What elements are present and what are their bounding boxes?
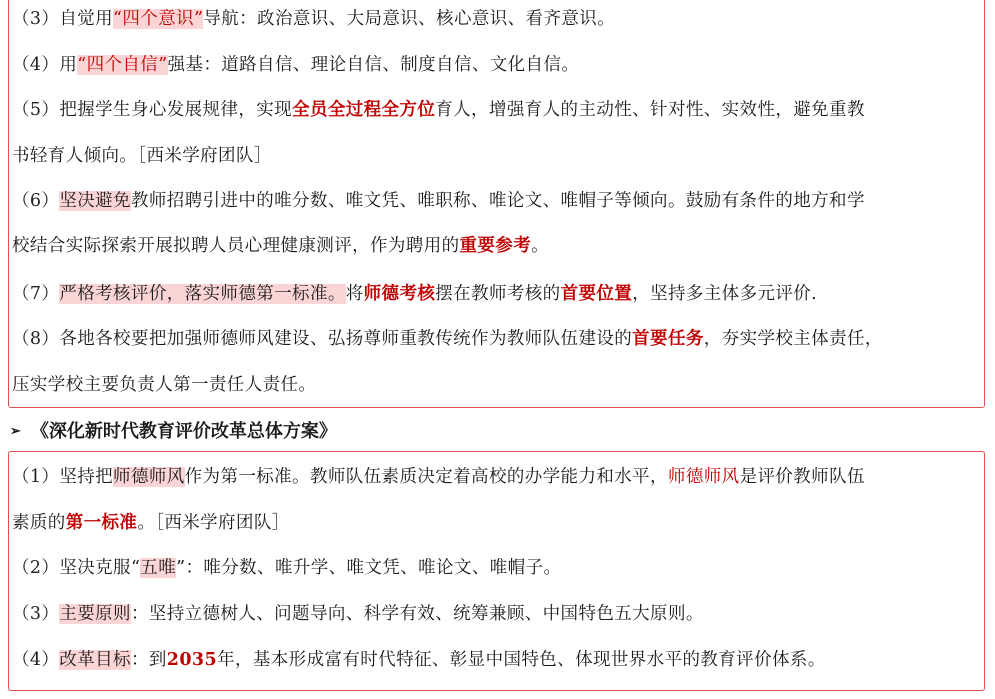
item-6-continuation: 校结合实际探索开展拟聘人员心理健康测评，作为聘用的重要参考。 bbox=[12, 236, 550, 256]
plan-item-3-line: （3）主要原则：坚持立德树人、问题导向、科学有效、统筹兼顾、中国特色五大原则。 bbox=[12, 604, 704, 624]
plan-item-4-line: （4）改革目标：到2035年，基本形成富有时代特征、彰显中国特色、体现世界水平的教育评价体系。 bbox=[12, 650, 826, 670]
item-3-line: （3）自觉用“四个意识”导航：政治意识、大局意识、核心意识、看齐意识。 bbox=[12, 9, 616, 29]
item-8-line: （8）各地各校要把加强师德师风建设、弘扬尊师重教传统作为教师队伍建设的首要任务，夯实学校主体责任， bbox=[12, 329, 883, 349]
item-8-continuation: 压实学校主要负责人第一责任人责任。 bbox=[12, 375, 317, 395]
plan-item-1-line: （1）坚持把师德师风作为第一标准。教师队伍素质决定着高校的办学能力和水平，师德师风是评价教师队伍 bbox=[12, 467, 865, 487]
item-5-line: （5）把握学生身心发展规律，实现全员全过程全方位育人，增强育人的主动性、针对性、实效性，避免重教 bbox=[12, 100, 865, 120]
plan-item-1-continuation: 素质的第一标准。［西米学府团队］ bbox=[12, 513, 290, 533]
item-5-continuation: 书轻育人倾向。［西米学府团队］ bbox=[12, 146, 272, 166]
item-6-line: （6）坚决避免教师招聘引进中的唯分数、唯文凭、唯职称、唯论文、唯帽子等倾向。鼓励有条件的地方和学 bbox=[12, 191, 865, 211]
item-4-line: （4）用“四个自信”强基：道路自信、理论自信、制度自信、文化自信。 bbox=[12, 55, 580, 75]
section-title: 《深化新时代教育评价改革总体方案》 bbox=[30, 421, 337, 442]
arrow-bullet-icon: ➢ bbox=[10, 424, 21, 439]
item-7-line: （7）严格考核评价，落实师德第一标准。将师德考核摆在教师考核的首要位置，坚持多主体多元评价. bbox=[12, 284, 818, 304]
plan-item-2-line: （2）坚决克服“五唯”：唯分数、唯升学、唯文凭、唯论文、唯帽子。 bbox=[12, 558, 562, 578]
section-heading bbox=[10, 419, 337, 445]
